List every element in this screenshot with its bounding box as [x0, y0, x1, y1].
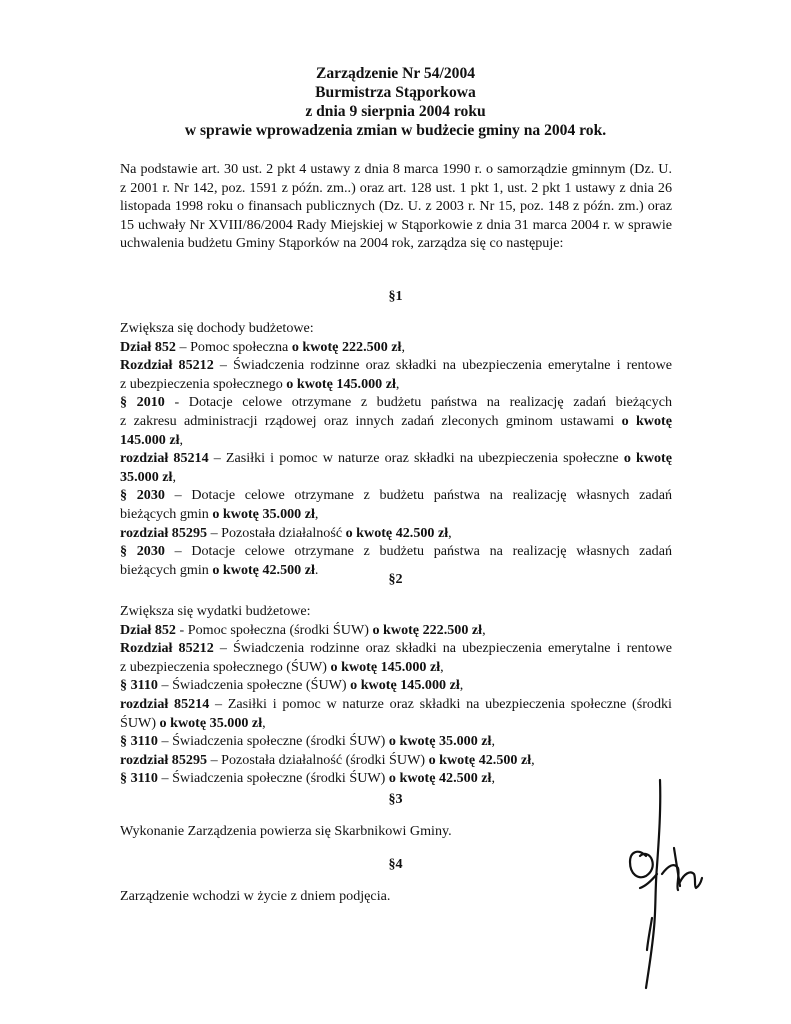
s2-d2: – Zasiłki i pomoc w naturze oraz składki na ubezpieczenia społeczne (środki — [209, 695, 672, 712]
s1-item-par-2030-a-cont: bieżących gmin o kwotę 35.000 zł, — [120, 505, 319, 522]
s1-item-par-2010-cont — [120, 412, 672, 431]
s1-a2: – Pomoc społeczna — [175, 338, 292, 355]
s1-d1: rozdział 85214 — [120, 450, 209, 467]
s1-c2: - Dotacje celowe otrzymane z budżetu państwa na realizację zadań bieżących — [164, 394, 673, 411]
s2-item-par-3110-b: § 3110 – Świadczenia społeczne (środki ŚUW) o kwotę 35.000 zł, — [120, 733, 495, 750]
s1-a3: o kwotę 222.500 zł — [291, 338, 402, 355]
s1-e4: o kwotę 35.000 zł — [212, 505, 315, 522]
s2-g3: o kwotę 42.500 zł — [388, 770, 492, 787]
section-2-body — [120, 602, 672, 788]
title-line-3: z dnia 9 sierpnia 2004 roku — [305, 103, 486, 120]
s1-a1: Dział 852 — [120, 338, 176, 355]
s1-b2: – Świadczenia rodzinne oraz składki na ubezpieczenia emerytalne i rentowe — [213, 357, 672, 374]
s2-c2: – Świadczenia społeczne (ŚUW) — [157, 677, 351, 694]
s1-item-rozdzial-85212-cont: z ubezpieczenia społecznego o kwotę 145.000 zł, — [120, 375, 400, 392]
section-3-heading: §3 — [388, 791, 403, 807]
s2-item-rozdzial-85214 — [120, 695, 672, 714]
section-2-lead: Zwiększa się wydatki budżetowe: — [120, 603, 311, 619]
s1-item-par-2030-a — [120, 486, 672, 505]
s1-d2: – Zasiłki i pomoc w naturze oraz składki na ubezpieczenia społeczne — [208, 450, 624, 467]
section-2-heading: §2 — [388, 571, 403, 587]
s1-item-rozdzial-85214-amount: 35.000 zł, — [120, 468, 176, 485]
s1-f2: – Pozostała działalność — [207, 524, 346, 541]
s2-c3: o kwotę 145.000 zł — [350, 677, 460, 694]
s2-b4: o kwotę 145.000 zł — [330, 658, 441, 675]
s1-item-par-2030-b-cont: bieżących gmin o kwotę 42.500 zł. — [120, 561, 319, 578]
section-3-body — [120, 822, 672, 841]
s1-b4: o kwotę 145.000 zł — [286, 375, 396, 392]
section-3-text: Wykonanie Zarządzenia powierza się Skarbnikowi Gminy. — [120, 823, 452, 839]
title-line-4: w sprawie wprowadzenia zmian w budżecie gminy na 2004 rok. — [184, 122, 607, 139]
s2-d4: o kwotę 35.000 zł — [159, 714, 263, 731]
s2-a2: - Pomoc społeczna (środki ŚUW) — [175, 621, 373, 638]
s2-item-par-3110-c: § 3110 – Świadczenia społeczne (środki ŚUW) o kwotę 42.500 zł, — [120, 770, 495, 787]
s2-a3: o kwotę 222.500 zł — [372, 621, 483, 638]
s2-d3: ŚUW) — [120, 714, 160, 731]
s1-c3: z zakresu administracji rządowej oraz innych zadań zleconych gminom ustawami — [120, 412, 622, 429]
s1-c1: § 2010 — [120, 394, 165, 411]
s1-c5: 145.000 zł — [120, 431, 180, 448]
s2-e3: o kwotę 35.000 zł — [388, 733, 492, 750]
s2-c1: § 3110 — [120, 677, 158, 694]
s2-b3: z ubezpieczenia społecznego (ŚUW) — [120, 658, 331, 675]
s2-g1: § 3110 — [120, 770, 158, 787]
s2-item-dzial-852: Dział 852 - Pomoc społeczna (środki ŚUW) o kwotę 222.500 zł, — [120, 621, 486, 638]
s2-a1: Dział 852 — [120, 621, 176, 638]
section-4-heading: §4 — [388, 856, 403, 872]
s2-g2: – Świadczenia społeczne (środki ŚUW) — [157, 770, 389, 787]
s1-e3: bieżących gmin — [120, 505, 213, 522]
s1-d3: o kwotę — [623, 450, 672, 467]
s1-item-rozdzial-85212 — [120, 356, 672, 375]
s2-item-rozdzial-85295: rozdział 85295 – Pozostała działalność (środki ŚUW) o kwotę 42.500 zł, — [120, 751, 535, 768]
s1-g2: – Dotacje celowe otrzymane z budżetu państwa na realizację własnych zadań — [164, 543, 673, 560]
s2-b2: – Świadczenia rodzinne oraz składki na ubezpieczenia emerytalne i rentowe — [213, 640, 672, 657]
title-line-2: Burmistrza Stąporkowa — [315, 84, 476, 101]
s2-item-rozdzial-85214-cont: ŚUW) o kwotę 35.000 zł, — [120, 714, 266, 731]
handwritten-signature — [616, 778, 712, 998]
s1-b3: z ubezpieczenia społecznego — [120, 375, 287, 392]
section-1-heading: §1 — [388, 288, 403, 304]
s1-item-par-2010 — [120, 393, 672, 412]
s1-item-par-2030-b — [120, 542, 672, 561]
s2-d1: rozdział 85214 — [120, 695, 210, 712]
s2-item-par-3110-a: § 3110 – Świadczenia społeczne (ŚUW) o kwotę 145.000 zł, — [120, 677, 464, 694]
s1-item-rozdzial-85214 — [120, 449, 672, 468]
s2-item-rozdzial-85212 — [120, 639, 672, 658]
preamble-paragraph: Na podstawie art. 30 ust. 2 pkt 4 ustawy z dnia 8 marca 1990 r. o samorządzie gminnym (Dz. U. z 2001 r. Nr 142, poz. 1591 z późn. zm..) oraz art. 128 ust. 1 pkt 1, ust. 2 pkt 1 ustawy z dnia 26 listopada 1998 roku o finansach publicznych (Dz. U. z 2003 r. Nr 15, poz. 148 z późn. zm.) oraz 15 uchwały Nr XVIII/86/2004 Rady Miejskiej w Stąporkowie z dnia 31 marca 2004 r. w sprawie uchwalenia budżetu Gminy Stąporków na 2004 rok, zarządza się co następuje: — [120, 161, 672, 252]
s1-d4: 35.000 zł — [120, 468, 173, 485]
s1-e2: – Dotacje celowe otrzymane z budżetu państwa na realizację własnych zadań — [164, 487, 673, 504]
s2-item-rozdzial-85212-cont: z ubezpieczenia społecznego (ŚUW) o kwotę 145.000 zł, — [120, 658, 444, 675]
document-title — [0, 64, 791, 140]
s1-e1: § 2030 — [120, 487, 165, 504]
s1-item-dzial-852: Dział 852 – Pomoc społeczna o kwotę 222.500 zł, — [120, 338, 405, 355]
section-4-body — [120, 887, 672, 906]
s2-e2: – Świadczenia społeczne (środki ŚUW) — [157, 733, 389, 750]
s2-f2: – Pozostała działalność (środki ŚUW) — [207, 751, 429, 768]
section-1-body — [120, 319, 672, 579]
s1-c4: o kwotę — [621, 412, 672, 429]
s1-item-par-2010-amount: 145.000 zł, — [120, 431, 184, 448]
s1-item-rozdzial-85295: rozdział 85295 – Pozostała działalność o kwotę 42.500 zł, — [120, 524, 452, 541]
s2-b1: Rozdział 85212 — [120, 640, 214, 657]
s2-f3: o kwotę 42.500 zł — [428, 751, 532, 768]
s1-g1: § 2030 — [120, 543, 165, 560]
section-1-lead: Zwiększa się dochody budżetowe: — [120, 320, 314, 336]
s1-g3: bieżących gmin — [120, 561, 213, 578]
s1-f1: rozdział 85295 — [120, 524, 208, 541]
s1-f3: o kwotę 42.500 zł — [345, 524, 449, 541]
s1-b1: Rozdział 85212 — [120, 357, 214, 374]
s2-f1: rozdział 85295 — [120, 751, 208, 768]
s1-g4: o kwotę 42.500 zł — [212, 561, 315, 578]
title-line-1: Zarządzenie Nr 54/2004 — [315, 65, 476, 82]
s2-e1: § 3110 — [120, 733, 158, 750]
section-4-text: Zarządzenie wchodzi w życie z dniem podjęcia. — [120, 888, 391, 904]
